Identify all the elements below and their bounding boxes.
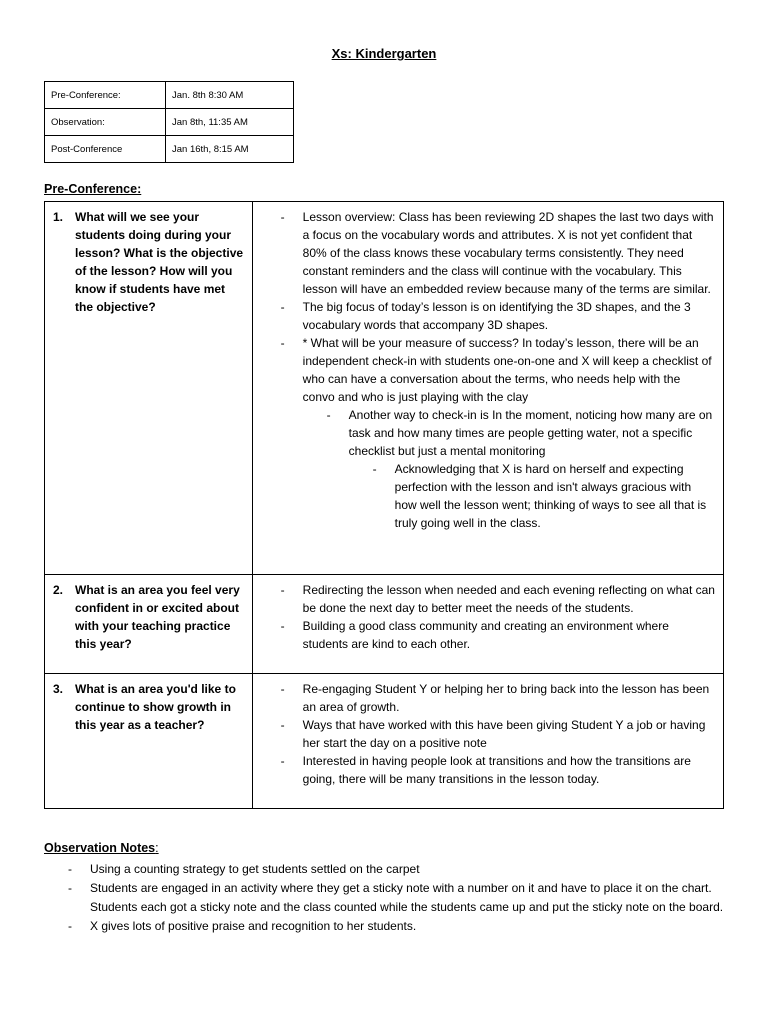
observation-note: - Using a counting strategy to get students settled on the carpet — [64, 860, 724, 879]
question-number: 3. — [53, 682, 64, 696]
schedule-table — [44, 81, 294, 163]
schedule-row — [45, 109, 294, 136]
schedule-label: Pre-Conference: — [45, 82, 166, 109]
answer-list — [277, 581, 715, 653]
observation-notes-heading-suffix: : — [155, 841, 159, 855]
question-cell — [45, 575, 253, 674]
answer-bullet: - The big focus of today’s lesson is on identifying the 3D shapes, and the 3 vocabulary words that accompany 3D shapes. — [277, 298, 715, 334]
schedule-value: Jan 8th, 11:35 AM — [166, 109, 294, 136]
answer-bullet: - Interested in having people look at transitions and how the transitions are going, there will be many transitions in the lesson today. — [277, 752, 715, 788]
question-row — [45, 575, 724, 674]
schedule-label: Observation: — [45, 109, 166, 136]
schedule-value: Jan. 8th 8:30 AM — [166, 82, 294, 109]
pre-conference-heading: Pre-Conference: — [44, 182, 142, 196]
question-cell — [45, 202, 253, 575]
question-number: 2. — [53, 583, 64, 597]
observation-notes-heading-text: Observation Notes — [44, 841, 156, 855]
observation-notes-heading — [44, 841, 159, 855]
document-title: Xs: Kindergarten — [331, 46, 437, 61]
schedule-row — [45, 82, 294, 109]
schedule-label: Post-Conference — [45, 136, 166, 163]
answer-bullet: - Redirecting the lesson when needed and each evening reflecting on what can be done the next day to better meet the needs of the students. — [277, 581, 715, 617]
question-number: 1. — [53, 210, 64, 224]
question-row — [45, 674, 724, 809]
sub-answer-bullet — [323, 406, 715, 532]
sub-answer-text: Another way to check-in is In the moment, noticing how many are on task and how many times are people getting water, not a specific checklist but just a mental monitoring — [348, 408, 713, 458]
sub-sub-answer-bullet: - Acknowledging that X is hard on herself and expecting perfection with the lesson and isn't always gracious with how well the lesson went; thinking of ways to see all that is truly going well in the class. — [369, 460, 715, 532]
sub-answer-list — [323, 406, 715, 532]
answer-bullet: - Building a good class community and creating an environment where students are kind to each other. — [277, 617, 715, 653]
answer-list — [277, 680, 715, 788]
answer-bullet: - Re-engaging Student Y or helping her to bring back into the lesson has been an area of growth. — [277, 680, 715, 716]
observation-note: - Students are engaged in an activity where they get a sticky note with a number on it and have to place it on the chart. Students each got a sticky note and the class counted while the students came up and put the sticky note on the board. — [64, 879, 724, 917]
sub-sub-answer-list — [369, 460, 715, 532]
answer-bullet: - Ways that have worked with this have been giving Student Y a job or having her start the day on a positive note — [277, 716, 715, 752]
schedule-row — [45, 136, 294, 163]
observation-note: - X gives lots of positive praise and recognition to her students. — [64, 917, 724, 936]
question-text: What is an area you'd like to continue to show growth in this year as a teacher? — [75, 682, 236, 732]
answer-bullet-text: * What will be your measure of success? In today’s lesson, there will be an independent check-in with students one-on-one and X will keep a checklist of who can have a conversation about the terms, who needs help with the convo and who is just playing with the clay — [302, 336, 712, 404]
answer-cell — [252, 575, 723, 674]
pre-conference-table — [44, 201, 724, 809]
answer-list — [277, 208, 715, 532]
question-text: What is an area you feel very confident in or excited about with your teaching practice this year? — [75, 583, 240, 651]
question-cell — [45, 674, 253, 809]
answer-bullet: - Lesson overview: Class has been reviewing 2D shapes the last two days with a focus on the vocabulary words and attributes. X is not yet confident that 80% of the class knows these vocabulary terms consistently. They need constant reminders and the class will continue with the vocabulary. This lesson will have an embedded review because many of the terms are similar. — [277, 208, 715, 298]
answer-cell — [252, 202, 723, 575]
observation-notes-list — [64, 860, 724, 936]
answer-cell — [252, 674, 723, 809]
schedule-value: Jan 16th, 8:15 AM — [166, 136, 294, 163]
answer-bullet — [277, 334, 715, 532]
question-text: What will we see your students doing during your lesson? What is the objective of the lesson? How will you know if students have met the objective? — [75, 210, 244, 314]
question-row — [45, 202, 724, 575]
